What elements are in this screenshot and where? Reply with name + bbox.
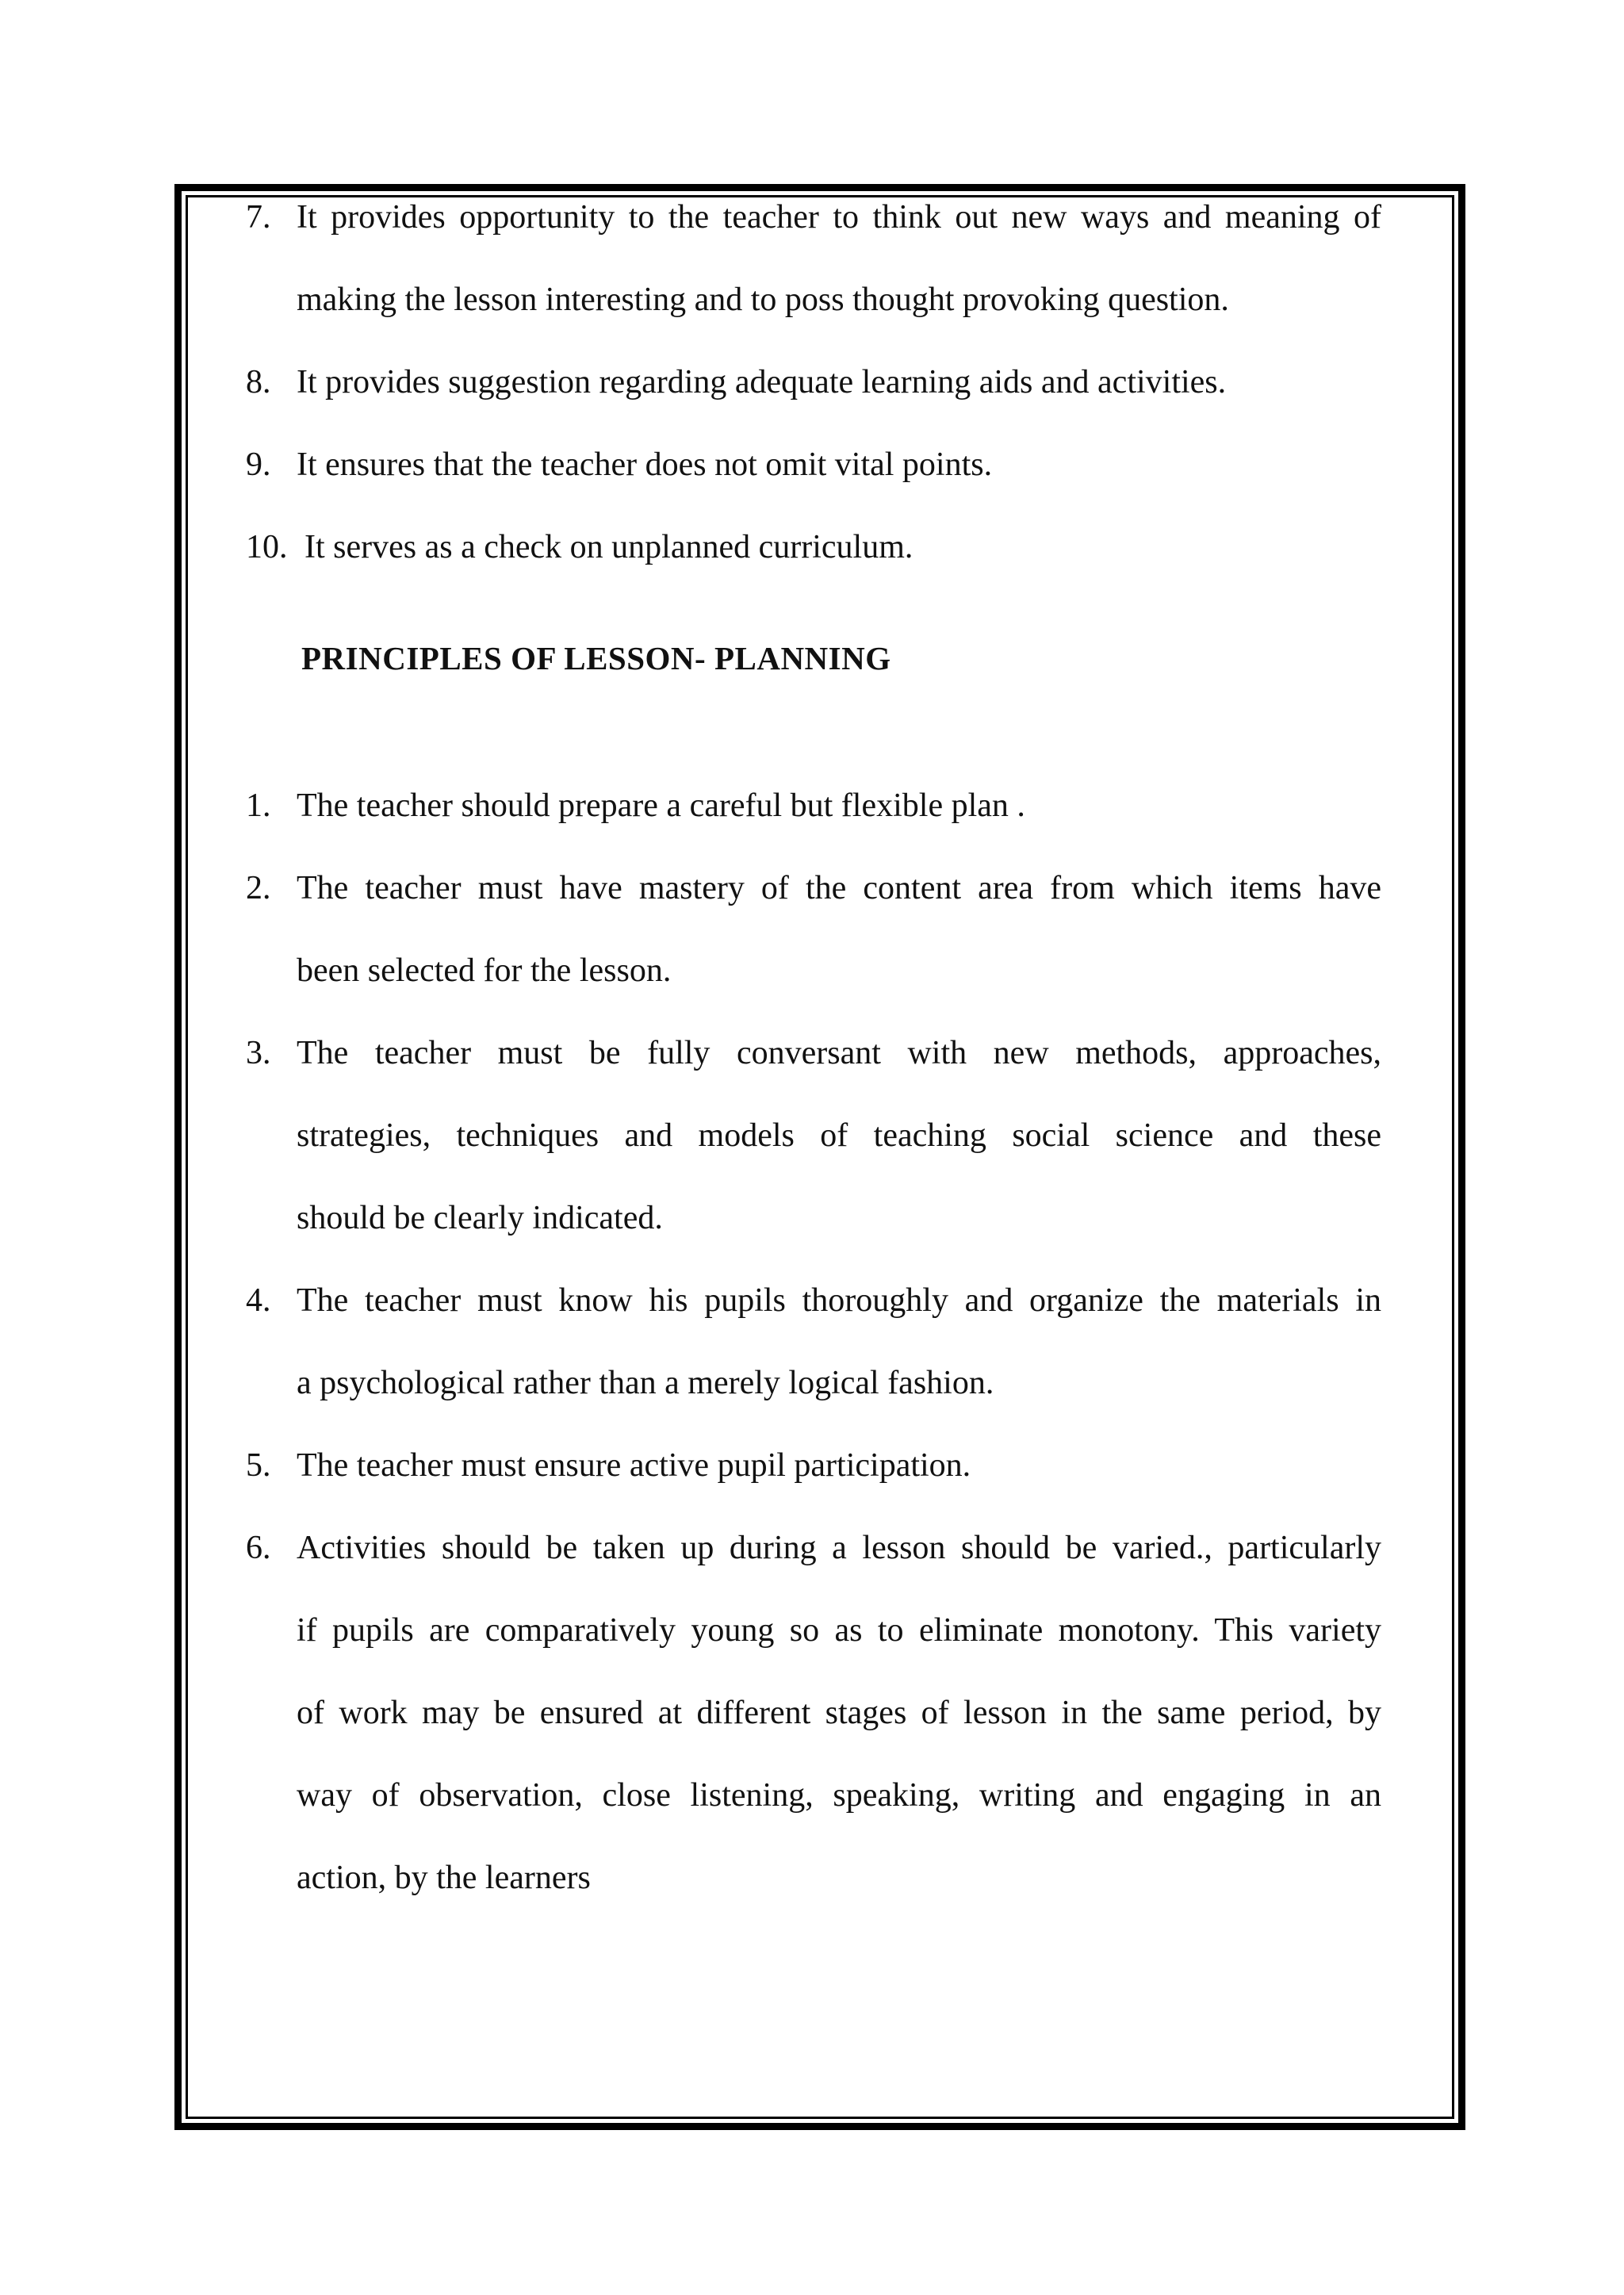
list-item-text: The teacher must know his pupils thoroughly and organize the materials in	[297, 1282, 1381, 1319]
list-item-number: 7.	[246, 199, 271, 236]
list-item-text: making the lesson interesting and to poss thought provoking question.	[297, 282, 1229, 318]
section-heading: PRINCIPLES OF LESSON- PLANNING	[301, 640, 891, 676]
list-item-text: strategies, techniques and models of teaching social science and these	[297, 1117, 1381, 1154]
list-item-text: Activities should be taken up during a lesson should be varied., particularly	[297, 1530, 1381, 1566]
list-item-number: 3.	[246, 1035, 271, 1071]
list-item-text: The teacher must be fully conversant with new methods, approaches,	[297, 1035, 1381, 1071]
list-item-text: a psychological rather than a merely logical fashion.	[297, 1365, 994, 1401]
list-item-text: of work may be ensured at different stages of lesson in the same period, by	[297, 1695, 1381, 1731]
list-item-number: 6.	[246, 1530, 271, 1566]
list-item-text: The teacher must ensure active pupil participation.	[297, 1447, 971, 1484]
list-item-text: It serves as a check on unplanned curriculum.	[304, 529, 914, 565]
list-item-text: It provides suggestion regarding adequate learning aids and activities.	[297, 364, 1227, 400]
list-item-text: action, by the learners	[297, 1860, 591, 1896]
list-item-text: It provides opportunity to the teacher to think out new ways and meaning of	[297, 199, 1381, 236]
list-item-number: 9.	[246, 446, 271, 483]
list-item-text: The teacher should prepare a careful but flexible plan .	[297, 787, 1025, 824]
list-item-text: should be clearly indicated.	[297, 1200, 663, 1236]
list-item-text: if pupils are comparatively young so as to eliminate monotony. This variety	[297, 1612, 1381, 1649]
list-item-number: 2.	[246, 870, 271, 906]
list-item-text: way of observation, close listening, speaking, writing and engaging in an	[297, 1777, 1381, 1814]
list-item-number: 10.	[246, 529, 288, 565]
list-item-number: 8.	[246, 364, 271, 400]
list-item-text: The teacher must have mastery of the content area from which items have	[297, 870, 1381, 906]
list-item-text: It ensures that the teacher does not omit vital points.	[297, 446, 993, 483]
list-item-number: 5.	[246, 1447, 271, 1484]
list-item-number: 4.	[246, 1282, 271, 1319]
list-item-number: 1.	[246, 787, 271, 824]
list-item-text: been selected for the lesson.	[297, 952, 672, 989]
